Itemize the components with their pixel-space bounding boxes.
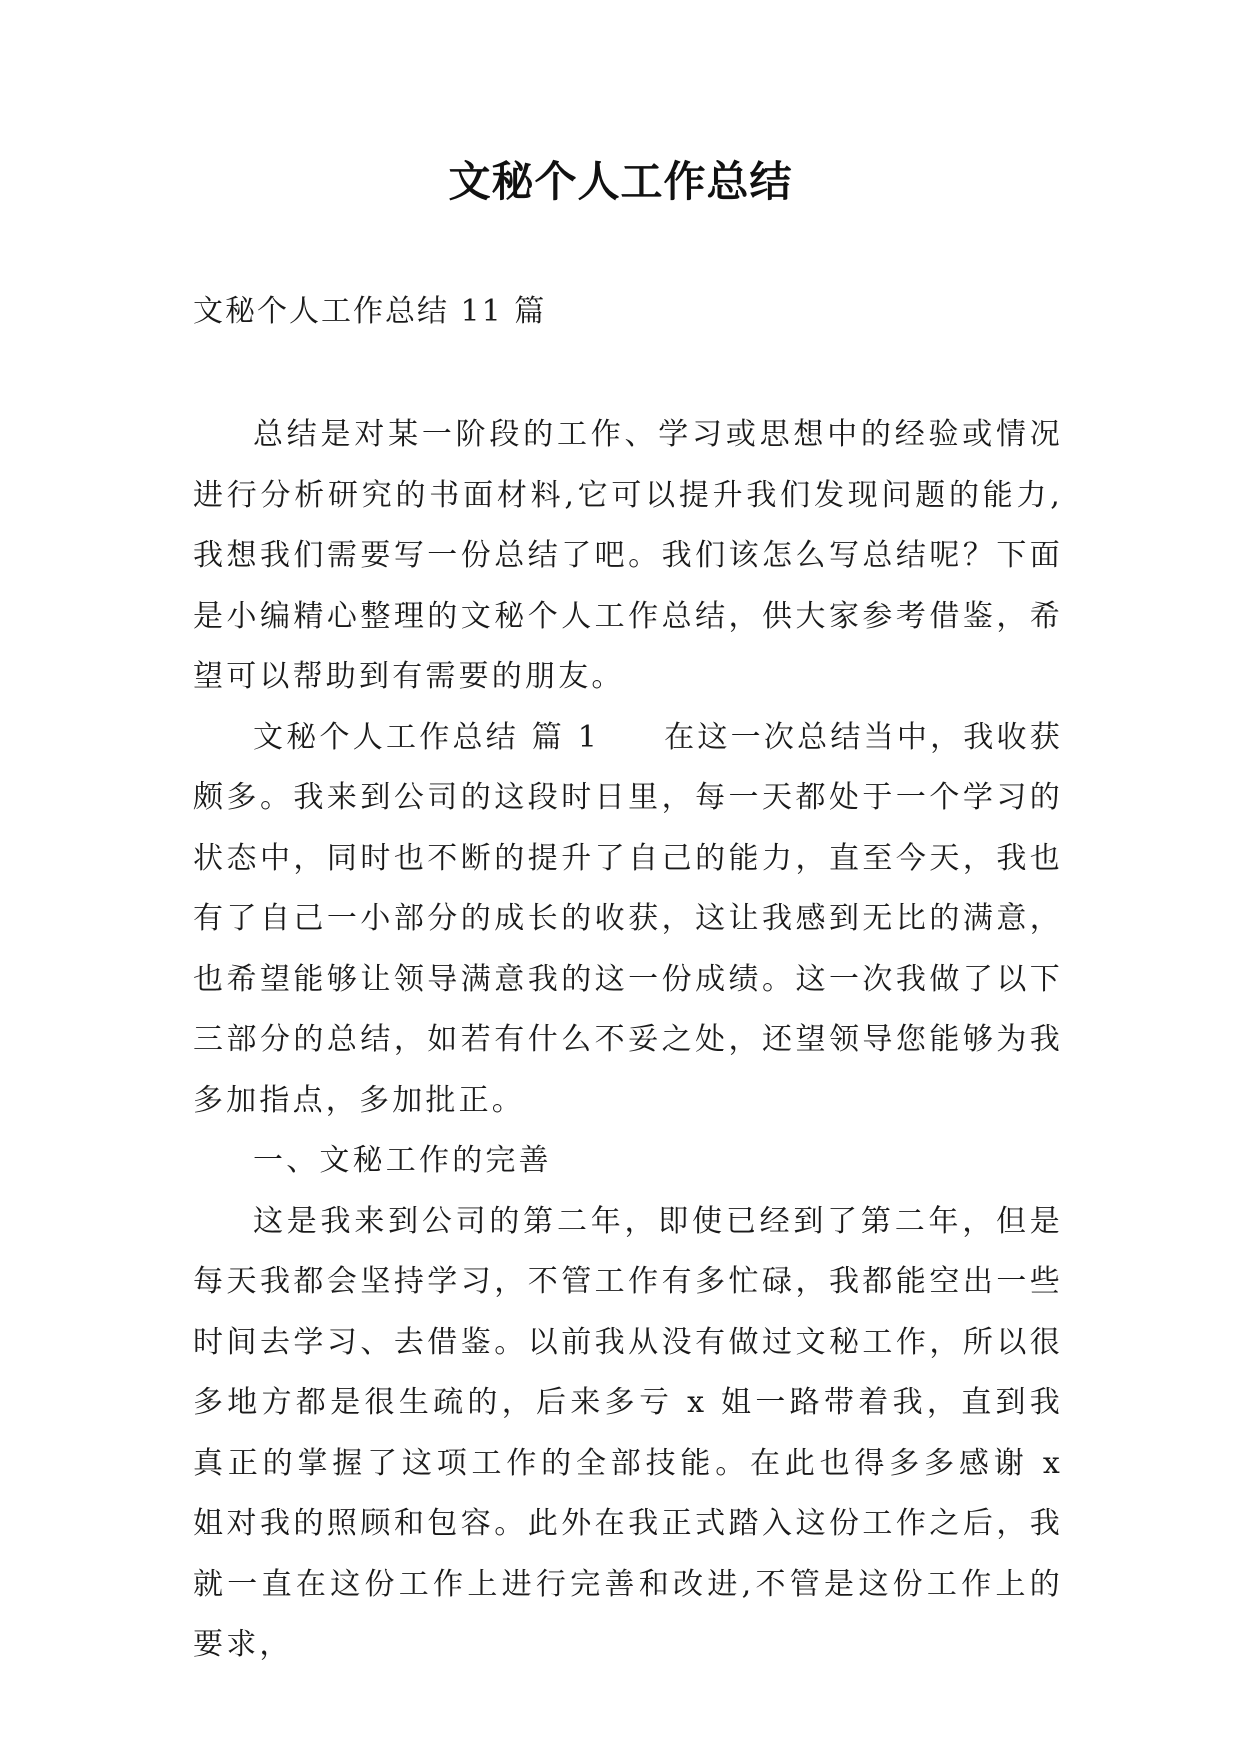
document-subtitle: 文秘个人工作总结 11 篇 bbox=[193, 294, 547, 329]
section-paragraph-1: 这是我来到公司的第二年，即使已经到了第二年，但是每天我都会坚持学习，不管工作有多忙碌，我都能空出一些时间去学习、去借鉴。以前我从没有做过文秘工作，所以很多地方都是很生疏的，后来多亏 x 姐一路带着我，直到我真正的掌握了这项工作的全部技能。在此也得多多感谢 x 姐对我的照顾和包容。此外在我正式踏入这份工作之后，我就一直在这份工作上进行完善和改进,不管是这份工作上的要求， bbox=[193, 1203, 1063, 1662]
document-body bbox=[193, 405, 1063, 1676]
article-heading: 文秘个人工作总结 篇 1 bbox=[253, 719, 601, 755]
article-paragraph-1 bbox=[193, 708, 1063, 1132]
document-title: 文秘个人工作总结 bbox=[448, 157, 793, 206]
article-paragraph-1-text: 在这一次总结当中，我收获颇多。我来到公司的这段时日里，每一天都处于一个学习的状态中，同时也不断的提升了自己的能力，直至今天，我也有了自己一小部分的成长的收获，这让我感到无比的满意，也希望能够让领导满意我的这一份成绩。这一次我做了以下三部分的总结，如若有什么不妥之处，还望领导您能够为我多加指点，多加批正。 bbox=[193, 719, 1064, 1118]
intro-paragraph: 总结是对某一阶段的工作、学习或思想中的经验或情况进行分析研究的书面材料,它可以提升我们发现问题的能力,我想我们需要写一份总结了吧。我们该怎么写总结呢？下面是小编精心整理的文秘个人工作总结，供大家参考借鉴，希望可以帮助到有需要的朋友。 bbox=[193, 417, 1063, 694]
section-heading: 一、文秘工作的完善 bbox=[253, 1143, 552, 1178]
